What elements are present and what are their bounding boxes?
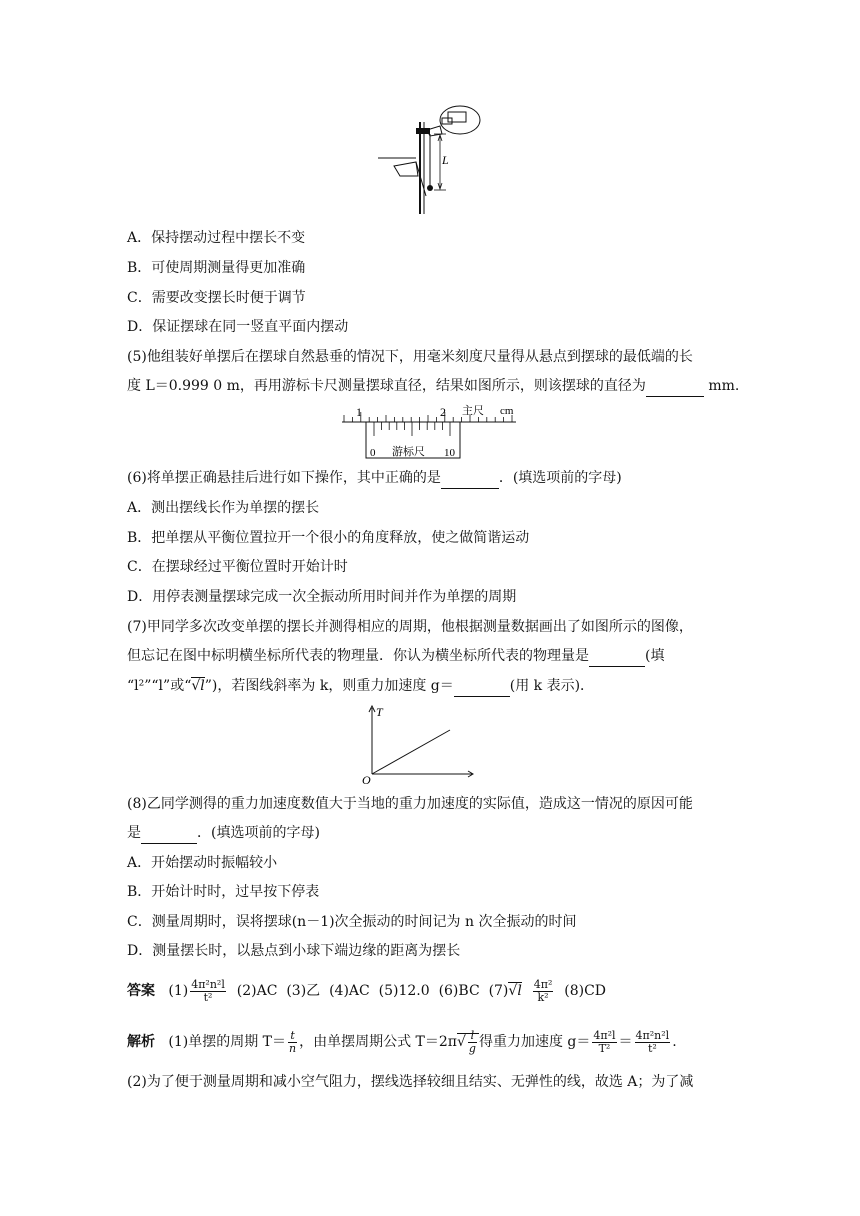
unit-label: cm [500,405,514,417]
q7-line2 [127,646,664,667]
answer-8: (8)CD [564,983,607,999]
analysis-line-1 [127,1026,677,1058]
q7-line3-b: ”)，若图线斜率为 k，则重力加速度 g＝ [204,678,454,694]
q7-line3-c: (用 k 表示)． [509,678,595,694]
period-mark: . [672,1034,677,1050]
q8-answer-blank [141,823,197,844]
answer-1-fraction: $\frac{\text{4π²n²l}}{\text{t²}}$ [191,977,225,1004]
analysis-text-b: ，由单摆周期公式 T＝2π [299,1034,457,1050]
origin-label: O [362,773,371,787]
fraction-g-1: $\frac{\text{4π²l}}{\text{T²}}$ [593,1028,616,1055]
q7-line2-tail: (填 [645,648,665,664]
answer-4: (4)AC [329,983,370,999]
answer-line [127,976,606,1006]
answer-3: (3)乙 [286,983,321,999]
q5-answer-blank [646,376,704,397]
answer-2: (2)AC [236,983,278,999]
q7-line1: (7)甲同学多次改变单摆的摆长并测得相应的周期，他根据测量数据画出了如图所示的图像， [127,619,693,635]
q8-line2-a: 是 [127,825,141,841]
q6-option-a: A．测出摆线长作为单摆的摆长 [127,500,320,516]
main-scale-label: 主尺 [462,405,484,417]
analysis-label: 解析 [127,1034,155,1050]
q4-option-b: B．可使周期测量得更加准确 [127,260,306,276]
vernier-caliper-figure [340,402,520,460]
q4-option-a: A．保持摆动过程中摆长不变 [127,230,306,246]
analysis-text-c: 得重力加速度 g＝ [478,1034,591,1050]
q7-line3-a: “l²”“l”或“ [127,678,192,694]
q8-line2-b: ．(填选项前的字母) [197,825,320,841]
q8-option-d: D．测量摆长时，以悬点到小球下端边缘的距离为摆长 [127,943,461,959]
q7-line3 [127,676,594,697]
q6-option-d: D．用停表测量摆球完成一次全振动所用时间并作为单摆的周期 [127,589,517,605]
q8-option-b: B．开始计时时，过早按下停表 [127,884,320,900]
q8-line2 [127,823,320,844]
fraction-t-over-n: $\frac{t}{n}$ [288,1028,297,1055]
answer-5: (5)12.0 [378,983,430,999]
analysis-text-a: (1)单摆的周期 T＝ [168,1034,286,1050]
sqrt-l: √l [191,678,205,694]
q5-line2 [127,376,739,397]
main-scale-mark-1: 1 [356,405,362,419]
answer-label: 答案 [127,983,155,999]
q5-line1: (5)他组装好单摆后在摆球自然悬垂的情况下，用毫米刻度尺量得从悬点到摆球的最低端的长 [127,349,693,365]
q6-option-c: C．在摆球经过平衡位置时开始计时 [127,559,348,575]
answer-6: (6)BC [438,983,480,999]
q8-option-c: C．测量周期时，误将摆球(n－1)次全振动的时间记为 n 次全振动的时间 [127,914,577,930]
q4-option-c: C．需要改变摆长时便于调节 [127,290,306,306]
q8-line1: (8)乙同学测得的重力加速度数值大于当地的重力加速度的实际值，造成这一情况的原因可能 [127,796,693,812]
t-graph-figure [362,704,476,787]
q6-answer-blank [441,468,499,489]
answer-7-fraction: $\frac{\text{4π²}}{\text{k²}}$ [533,977,553,1004]
main-scale-mark-2: 2 [440,405,446,419]
q7-blank-2 [454,676,510,697]
length-label: L [442,153,449,167]
analysis-line-2: (2)为了便于测量周期和减小空气阻力，摆线选择较细且结实、无弹性的线，故选 A；为了减 [127,1074,694,1090]
q5-line2-text: 度 L＝0.999 0 m，再用游标卡尺测量摆球直径，结果如图所示，则该摆球的直径为 [127,378,646,394]
vernier-mark-10: 10 [444,447,455,459]
pendulum-figure [372,104,488,216]
vernier-mark-0: 0 [370,447,376,459]
q5-unit: mm. [708,378,740,394]
fraction-g-2: $\frac{\text{4π²n²l}}{\text{t²}}$ [635,1028,670,1055]
equals-sign: ＝ [618,1034,633,1050]
answer-7-prefix: (7) [488,983,509,999]
answer-7-sqrt: √l [508,983,522,999]
q6-option-b: B．把单摆从平衡位置拉开一个很小的角度释放，使之做简谐运动 [127,530,530,546]
answer-1-prefix: (1) [168,983,189,999]
q6-stem [127,468,622,489]
q4-option-d: D．保证摆球在同一竖直平面内摆动 [127,319,349,335]
vernier-scale-label: 游标尺 [392,446,425,458]
q7-line2-text: 但忘记在图中标明横坐标所代表的物理量．你认为横坐标所代表的物理量是 [127,648,589,664]
q8-option-a: A．开始摆动时振幅较小 [127,855,278,871]
q6-stem-tail: ．(填选项前的字母) [498,470,622,486]
sqrt-l-over-g: √ $\frac{l}{g}$ [457,1033,479,1050]
q6-stem-text: (6)将单摆正确悬挂后进行如下操作，其中正确的是 [127,470,441,486]
y-axis-label: T [376,705,383,719]
q7-blank-1 [589,646,645,667]
